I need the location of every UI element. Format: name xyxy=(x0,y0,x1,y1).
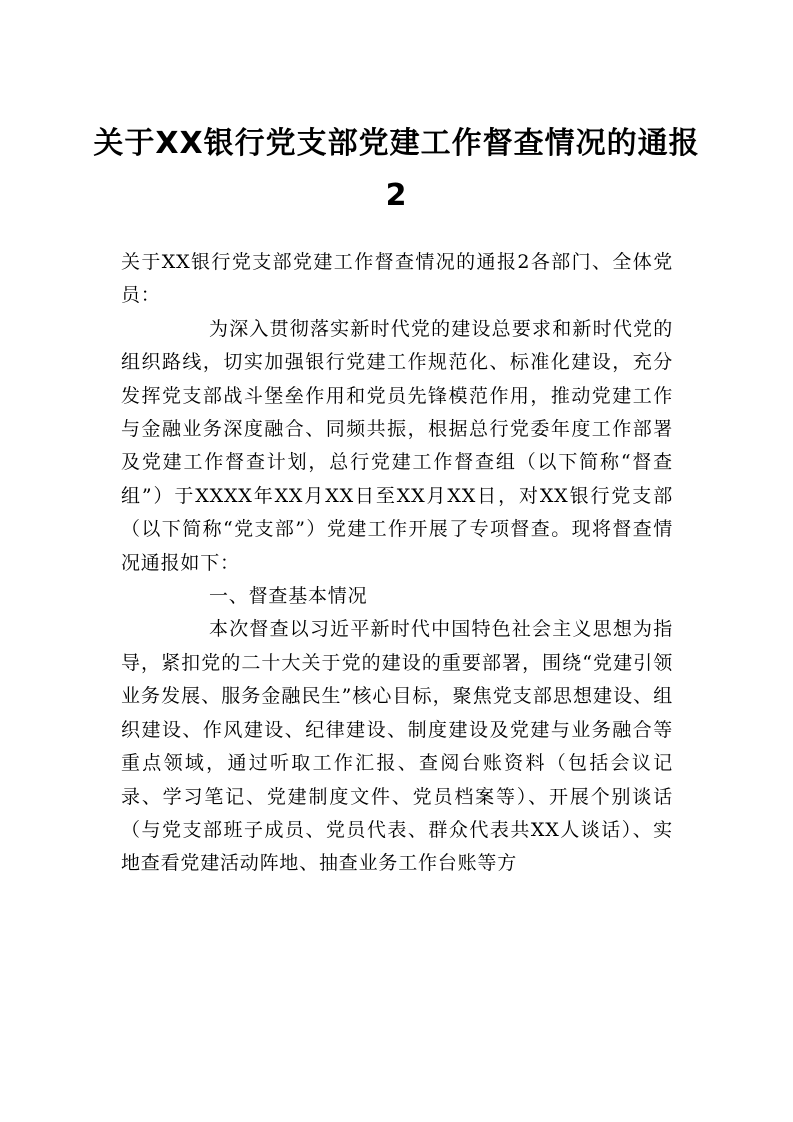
section-heading: 一、督查基本情况 xyxy=(209,585,368,608)
document-body xyxy=(121,246,673,881)
document-title: 关于XX银行党支部党建工作督查情况的通报2 xyxy=(93,126,700,213)
intro-paragraph: 为深入贯彻落实新时代党的建设总要求和新时代党的组织路线，切实加强银行党建工作规范化、标准化建设，充分发挥党支部战斗堡垒作用和党员先锋模范作用，推动党建工作与金融业务深度融合、同频共振，根据总行党委年度工作部署及党建工作督查计划，总行党建工作督查组（以下简称“督查组”）于XXXX年XX月XX日至XX月XX日，对XX银行党支部（以下简称“党支部”）党建工作开展了专项督查。现将督查情况通报如下： xyxy=(121,317,673,574)
salutation-paragraph: 关于XX银行党支部党建工作督查情况的通报2各部门、全体党员： xyxy=(121,251,673,307)
body-paragraph: 本次督查以习近平新时代中国特色社会主义思想为指导，紧扣党的二十大关于党的建设的重要部署，围绕“党建引领业务发展、服务金融民生”核心目标，聚焦党支部思想建设、组织建设、作风建设、纪律建设、制度建设及党建与业务融合等重点领域，通过听取工作汇报、查阅台账资料（包括会议记录、学习笔记、党建制度文件、党员档案等）、开展个别谈话（与党支部班子成员、党员代表、群众代表共XX人谈话）、实地查看党建活动阵地、抽查业务工作台账等方 xyxy=(121,618,673,875)
